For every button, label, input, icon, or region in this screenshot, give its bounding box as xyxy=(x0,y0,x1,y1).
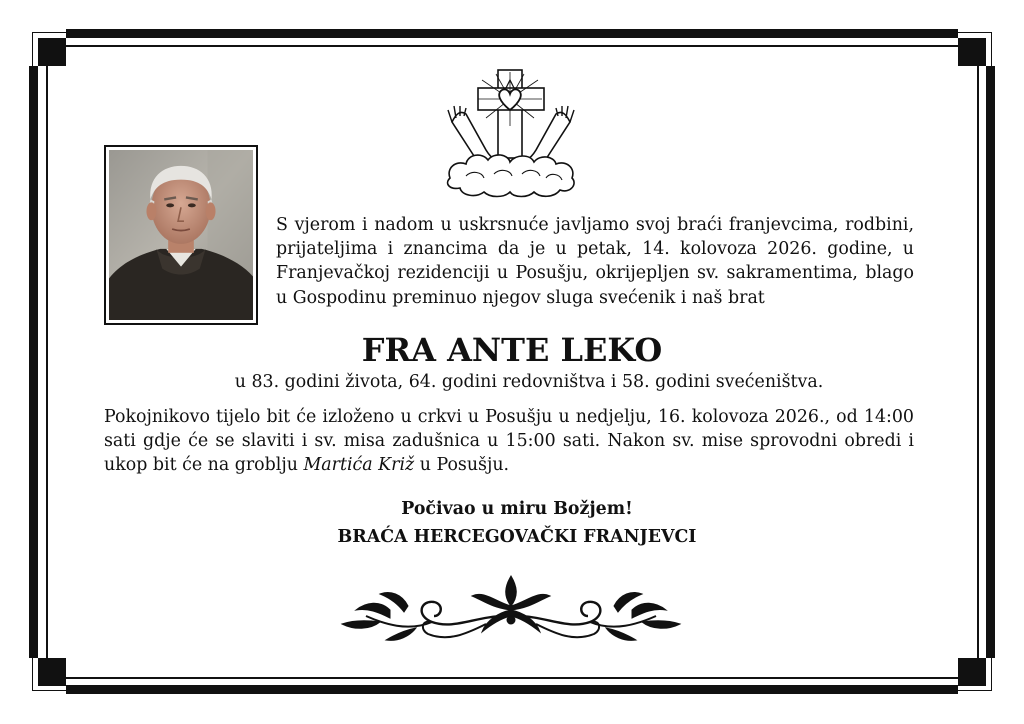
frame-top-bar xyxy=(66,29,958,38)
franciscan-coat-of-arms-icon xyxy=(442,66,580,200)
closing-blessing: Počivao u miru Božjem! xyxy=(401,499,633,519)
portrait-image xyxy=(109,150,253,320)
age-line: u 83. godini života, 64. godini redovništva i 58. godini svećeništva. xyxy=(234,372,824,392)
cemetery-name: Martića Križ xyxy=(303,455,415,476)
funeral-details-text-end: u Posušju. xyxy=(414,455,510,476)
frame-inner-top-line xyxy=(66,45,958,47)
frame-corner-br xyxy=(958,658,986,686)
funeral-details-text: Pokojnikovo tijelo bit će izloženo u crkvi u Posušju u nedjelju, 16. kolovoza 2026., od 14:00 sati gdje će se slaviti i sv. misa zadušnica u 15:00 sati. Nakon sv. mise sprovodni obredi i ukop bit će na groblju xyxy=(104,407,914,476)
frame-corner-tr xyxy=(958,38,986,66)
frame-outer-line-top xyxy=(32,32,992,33)
frame-outer-line-bottom xyxy=(32,690,992,691)
funeral-details-paragraph xyxy=(104,405,914,478)
deceased-name: FRA ANTE LEKO xyxy=(361,331,663,369)
frame-corner-bl xyxy=(38,658,66,686)
intro-paragraph: S vjerom i nadom u uskrsnuće javljamo svoj braći franjevcima, rodbini, prijateljima i znancima da je u petak, 14. kolovoza 2026. godine, u Franjevačkoj rezidenciji u Posušju, okrijepljen sv. sakramentima, blago u Gospodinu preminuo njegov sluga svećenik i naš brat xyxy=(276,215,914,308)
portrait-photo xyxy=(104,145,258,325)
frame-corner-tl xyxy=(38,38,66,66)
signature: BRAĆA HERCEGOVAČKI FRANJEVCI xyxy=(337,527,697,547)
frame-inner-bottom-line xyxy=(66,677,958,679)
floral-scroll-ornament-icon xyxy=(336,572,686,648)
